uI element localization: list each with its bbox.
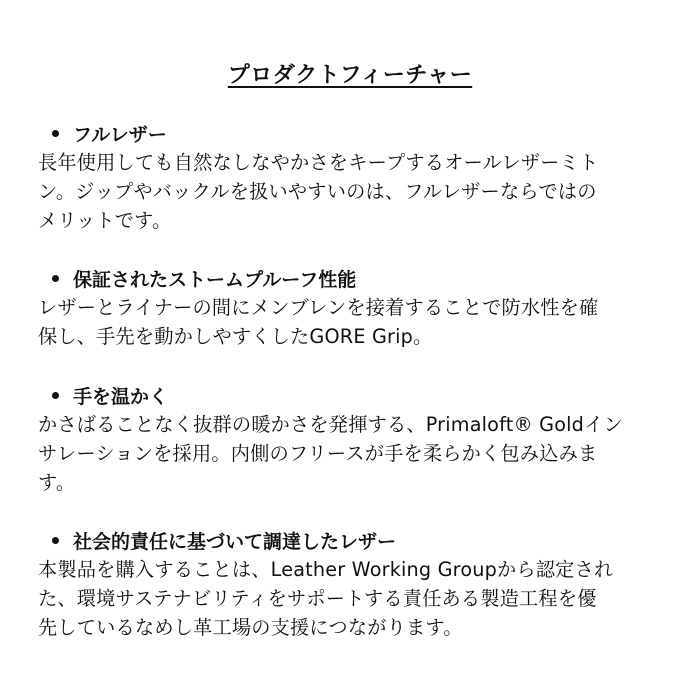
bullet-icon (52, 537, 59, 544)
bullet-icon (52, 130, 59, 137)
feature-heading-text: 社会的責任に基づいて調達したレザー (73, 530, 397, 553)
feature-warm-hands (38, 380, 668, 497)
feature-description: 長年使用しても自然なしなやかさをキープするオールレザーミト ン。ジップやバックルを扱いやすいのは、フルレザーならではの メリットです。 (38, 151, 599, 232)
feature-heading (52, 118, 668, 148)
feature-heading (52, 263, 668, 293)
feature-responsible-leather (38, 525, 668, 642)
feature-description: レザーとライナーの間にメンブレンを接着することで防水性を確 保し、手先を動かしやすくしたGORE Grip。 (38, 296, 599, 348)
feature-heading (52, 380, 668, 410)
feature-heading-text: 保証されたストームプルーフ性能 (73, 268, 357, 291)
feature-heading-text: フルレザー (73, 123, 167, 146)
feature-heading-text: 手を温かく (73, 385, 169, 408)
bullet-icon (52, 392, 59, 399)
feature-heading (52, 525, 668, 555)
feature-stormproof (38, 263, 668, 351)
page-title: プロダクトフィーチャー (227, 63, 473, 88)
feature-full-leather (38, 118, 668, 235)
bullet-icon (52, 275, 59, 282)
feature-description: かさばることなく抜群の暖かさを発揮する、Primaloft® Goldイン サレーションを採用。内側のフリースが手を柔らかく包み込みま す。 (38, 413, 623, 494)
feature-description: 本製品を購入することは、Leather Working Groupから認定され た、環境サステナビリティをサポートする責任ある製造工程を優 先しているなめし革工場の支援につながります。 (38, 558, 614, 639)
